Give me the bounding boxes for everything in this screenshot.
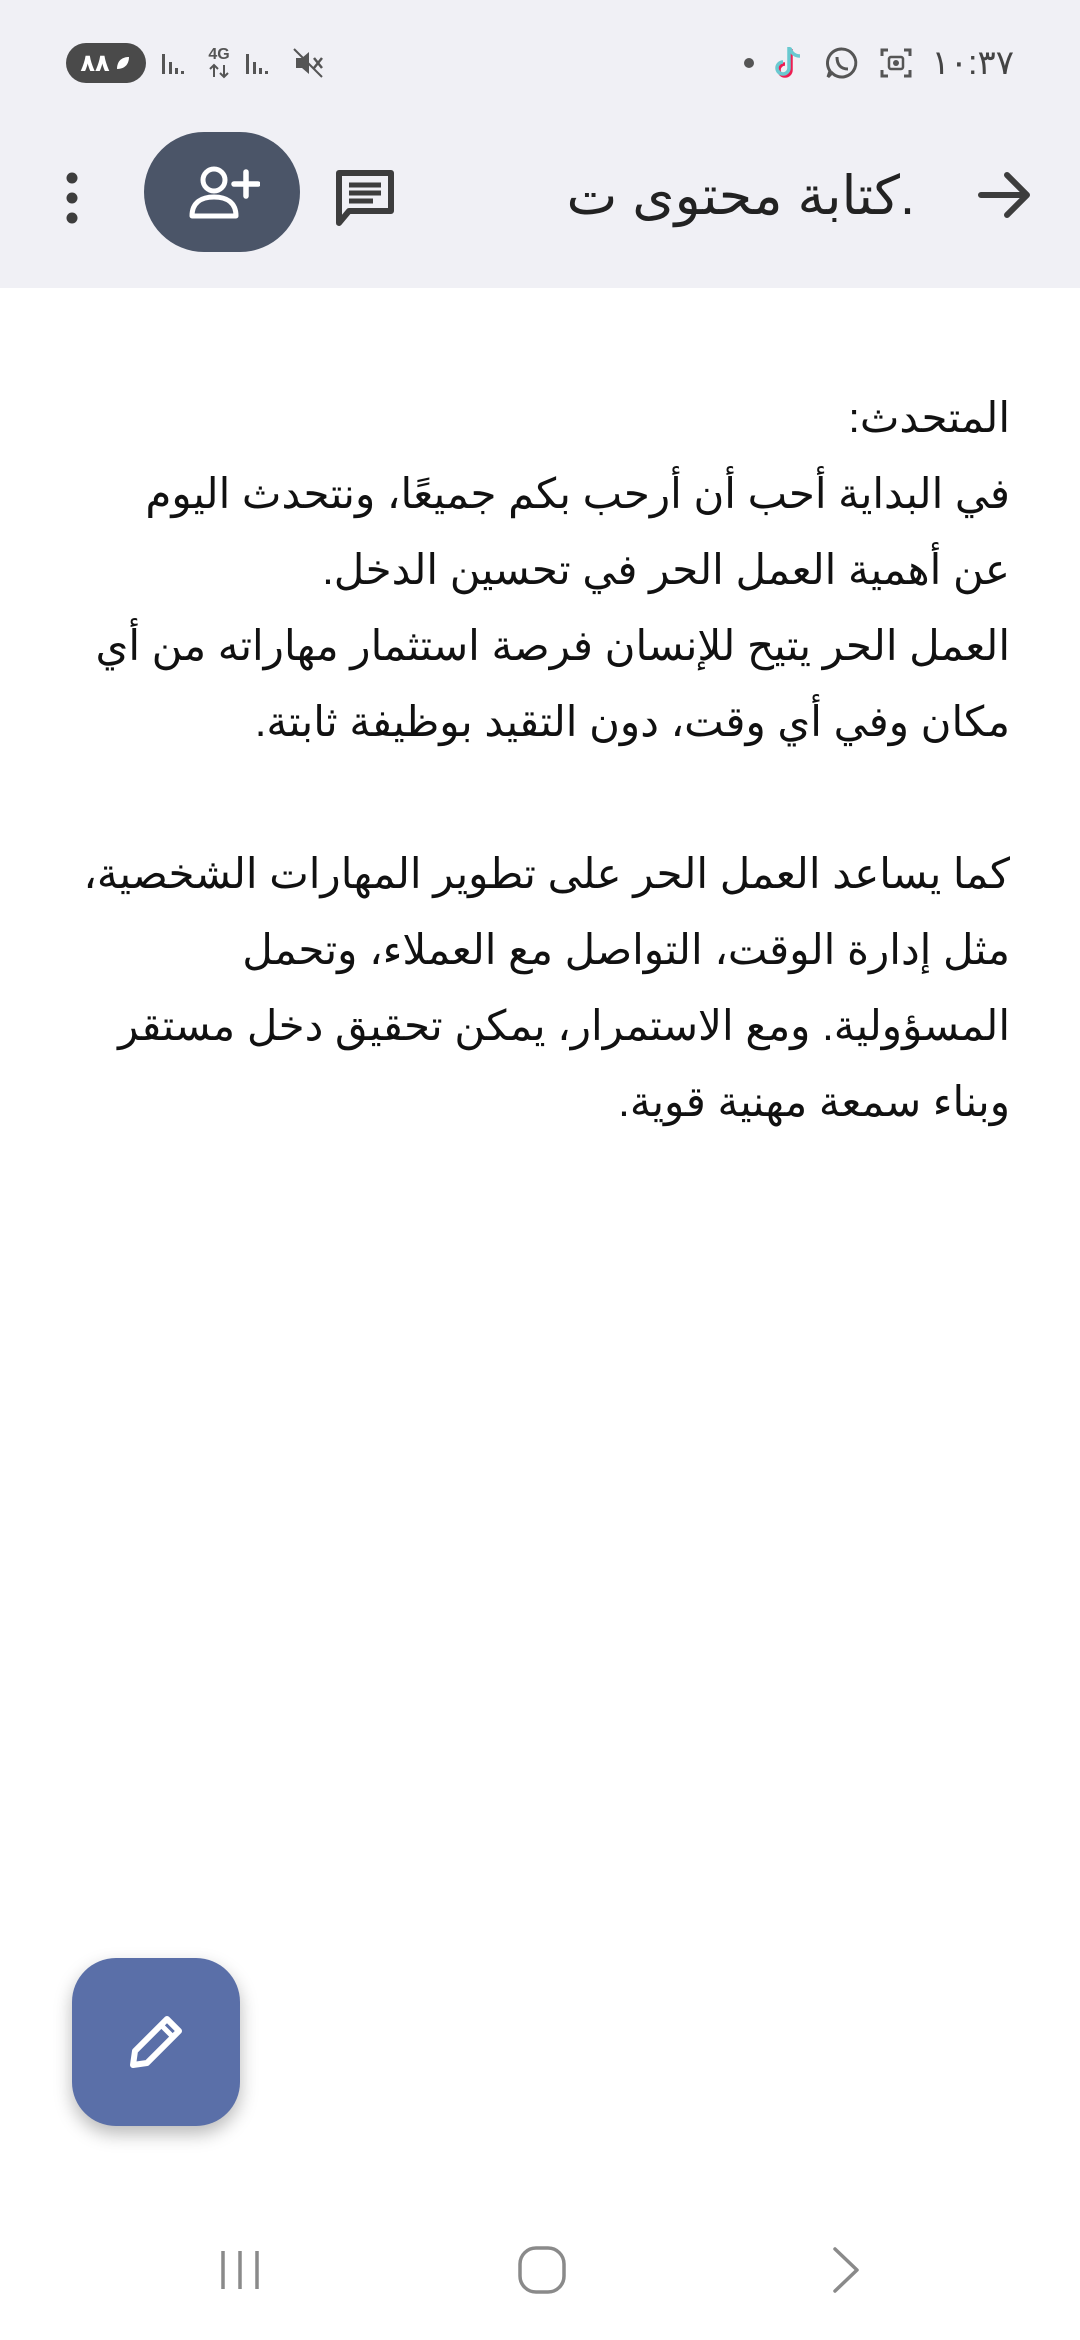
clock: ١٠:٣٧	[931, 44, 1014, 82]
leaf-icon	[114, 54, 132, 72]
recents-icon	[215, 2245, 265, 2295]
battery-level: ٨٨	[80, 49, 110, 77]
chevron-right-icon	[825, 2245, 865, 2295]
home-button[interactable]	[510, 2238, 574, 2302]
pencil-icon	[123, 2009, 189, 2075]
comments-button[interactable]	[325, 158, 405, 238]
whatsapp-icon	[824, 45, 860, 81]
network-type-icon	[208, 47, 230, 79]
home-icon	[512, 2240, 572, 2300]
notification-dot	[744, 58, 754, 68]
edit-fab-button[interactable]	[72, 1958, 240, 2126]
mute-icon	[292, 47, 326, 79]
status-left-group	[66, 40, 326, 86]
network-type-label: 4G	[208, 46, 230, 63]
comment-icon	[333, 167, 397, 229]
paragraph-2: كما يساعد العمل الحر على تطوير المهارات الشخصية، مثل إدارة الوقت، التواصل مع العملاء، وتحمل المسؤولية. ومع الاستمرار، يمكن تحقيق دخل مستقر وبناء سمعة مهنية قوية.	[83, 850, 1010, 1125]
paragraph-1: المتحدث: في البداية أحب أن أرحب بكم جميعًا، ونتحدث اليوم عن أهمية العمل الحر في تحسين الدخل. العمل الحر يتيح للإنسان فرصة استثمار مهاراته من أي مكان وفي أي وقت، دون التقيد بوظيفة ثابتة.	[95, 394, 1010, 745]
tiktok-icon	[772, 45, 806, 81]
status-bar	[0, 0, 1080, 120]
system-back-button[interactable]	[815, 2240, 875, 2300]
document-title: .كتابة محتوى ت	[566, 166, 915, 226]
app-bar	[0, 120, 1080, 288]
person-add-icon	[184, 162, 260, 222]
navigation-bar	[0, 2200, 1080, 2340]
recents-button[interactable]	[210, 2240, 270, 2300]
share-button[interactable]	[144, 132, 300, 252]
arrow-forward-icon	[977, 170, 1033, 220]
more-vert-icon	[62, 170, 82, 226]
battery-indicator	[66, 43, 146, 83]
back-button[interactable]	[970, 160, 1040, 230]
status-right-group	[744, 40, 1015, 86]
paragraph-spacer	[80, 760, 1010, 836]
signal-2-icon	[244, 48, 278, 78]
more-options-button[interactable]	[48, 158, 96, 238]
signal-icon	[160, 48, 194, 78]
document-content[interactable]	[80, 380, 1010, 1140]
screenshot-icon	[878, 46, 914, 80]
